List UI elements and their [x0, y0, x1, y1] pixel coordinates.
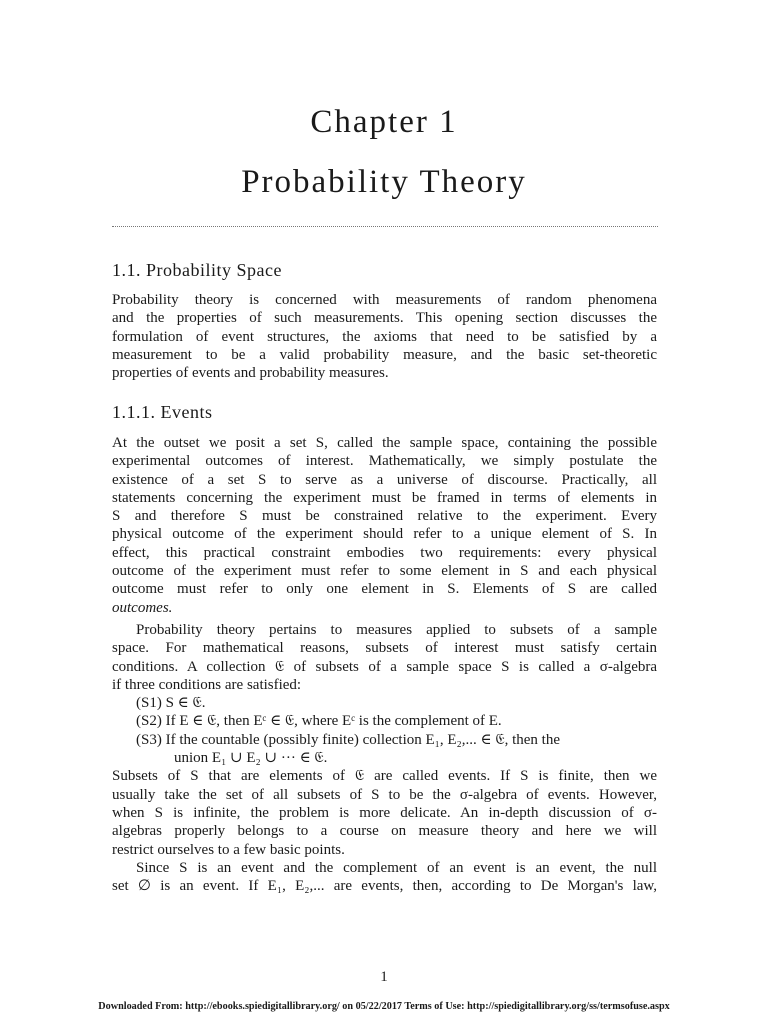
text-line: when S is infinite, the problem is more delicate. An in-depth discussion of σ-	[112, 804, 657, 821]
text-line: physical outcome of the experiment should refer to a unique element of S. In	[112, 526, 657, 543]
text-line: if three conditions are satisfied:	[112, 676, 302, 693]
text-line: formulation of event structures, the axioms that need to be satisfied by a	[112, 328, 657, 345]
text-line: algebras properly belongs to a course on measure theory and here we will	[112, 823, 657, 840]
paragraph-sigma-algebra	[112, 621, 657, 895]
paragraph-sample-space	[112, 434, 657, 617]
text-line: outcome of the experiment must refer to some element in S and each physical	[112, 563, 657, 580]
text-line: existence of a set S to serve as a universe of discourse. Practically, all	[112, 471, 657, 488]
chapter-label: Chapter 1	[310, 104, 458, 140]
dotted-divider	[112, 226, 658, 227]
text-line: measurement to be a valid probability measure, and the basic set-theoretic	[112, 346, 657, 363]
condition-s3: (S3) If the countable (possibly finite) collection E₁, E₂,... ∈ 𝔈, then the	[136, 731, 560, 748]
section-heading-probability-space: 1.1. Probability Space	[112, 260, 282, 280]
text-line: statements concerning the experiment must be framed in terms of elements in	[112, 489, 657, 506]
text-line: set ∅ is an event. If E₁, E₂,... are events, then, according to De Morgan's law,	[112, 878, 657, 895]
text-line: Subsets of S that are elements of 𝔈 are called events. If S is finite, then we	[112, 768, 657, 785]
page-number: 1	[380, 969, 388, 985]
chapter-title: Probability Theory	[241, 164, 527, 200]
text-line: experimental outcomes of interest. Mathematically, we simply postulate the	[112, 453, 657, 470]
text-line: properties of events and probability measures.	[112, 365, 389, 382]
text-line: conditions. A collection 𝔈 of subsets of a sample space S is called a σ-algebra	[112, 658, 657, 675]
subsection-heading-events: 1.1.1. Events	[112, 402, 213, 422]
condition-s1: (S1) S ∈ 𝔈.	[136, 695, 206, 712]
text-line: effect, this practical constraint embodies two requirements: every physical	[112, 544, 657, 561]
text-line: and the properties of such measurements. This opening section discusses the	[112, 310, 657, 327]
text-line: outcome must refer to only one element in S. Elements of S are called	[112, 581, 657, 598]
text-line: outcomes.	[112, 599, 173, 616]
text-line: Since S is an event and the complement of an event is an event, the null	[136, 859, 657, 876]
download-footer: Downloaded From: http://ebooks.spiedigitallibrary.org/ on 05/22/2017 Terms of Use: http://spiedigitallibrary.org/ss/termsofuse.aspx	[98, 1001, 670, 1012]
text-line: At the outset we posit a set S, called the sample space, containing the possible	[112, 435, 657, 451]
text-line: S and therefore S must be constrained relative to the experiment. Every	[112, 508, 657, 525]
text-line: Probability theory is concerned with measurements of random phenomena	[112, 292, 657, 308]
text-line: Probability theory pertains to measures applied to subsets of a sample	[136, 622, 657, 638]
text-line: space. For mathematical reasons, subsets of interest must satisfy certain	[112, 640, 657, 657]
paragraph-intro	[112, 291, 657, 382]
condition-s2: (S2) If E ∈ 𝔈, then Eᶜ ∈ 𝔈, where Eᶜ is the complement of E.	[136, 713, 502, 730]
text-line: usually take the set of all subsets of S to be the σ-algebra of events. However,	[112, 786, 657, 803]
text-line: restrict ourselves to a few basic points.	[112, 841, 345, 858]
condition-s3-continued: union E₁ ∪ E₂ ∪ ··· ∈ 𝔈.	[174, 750, 328, 767]
